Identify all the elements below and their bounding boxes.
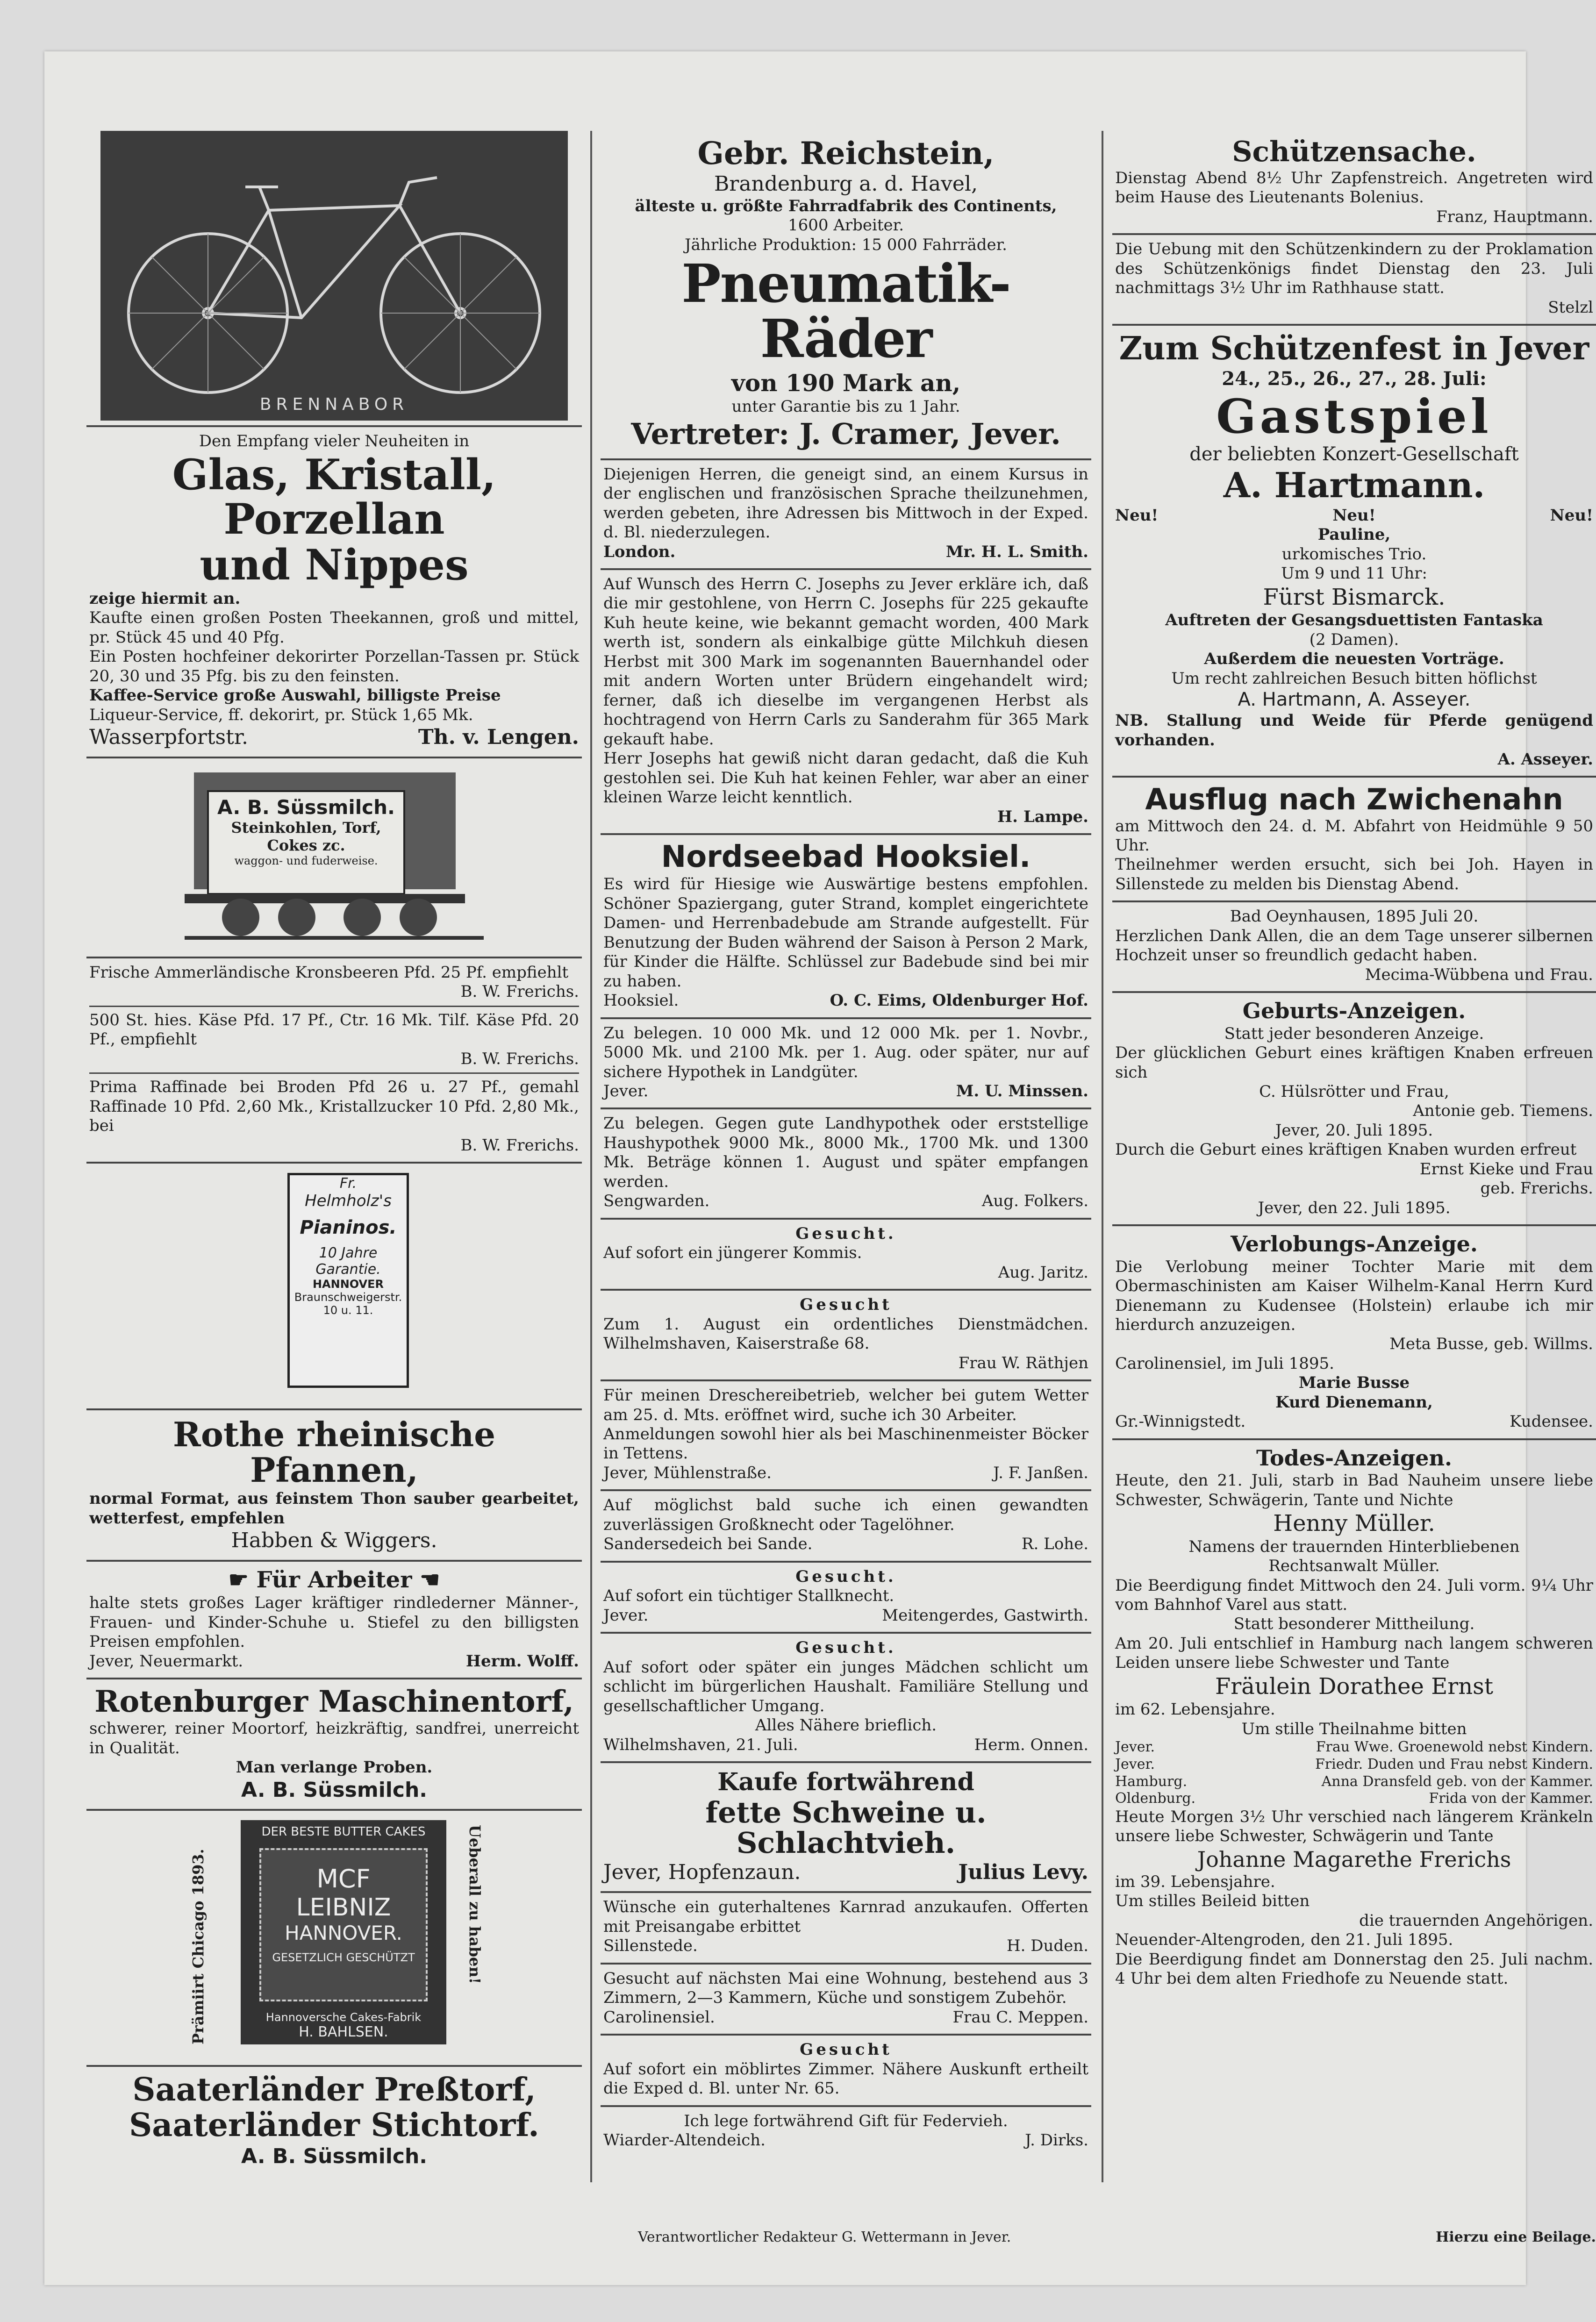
ad-headline: Pneumatik-Räder	[681, 253, 1010, 370]
ad-place: London.	[603, 542, 676, 561]
ad-headline: Saaterländer Stichtorf.	[129, 2106, 539, 2144]
ad-headline: Geburts-Anzeigen.	[1242, 998, 1466, 1024]
ad-text: Ein Posten hochfeiner dekorirter Porzellan-Tassen pr. Stück 20, 30 und 35 Pfg. bis zu den feinsten.	[89, 647, 579, 686]
ad-text: Statt besonderer Mittheilung.	[1233, 1615, 1475, 1634]
ad-text: Herzlichen Dank Allen, die an dem Tage unserer silbernen Hochzeit unser so freundlich gedacht haben.	[1115, 926, 1593, 965]
ad-signature: geb. Frerichs.	[1480, 1179, 1593, 1198]
lohe-ad	[601, 1491, 1091, 1562]
ad-text: älteste u. größte Fahrradfabrik des Continents,	[635, 196, 1057, 215]
piano-text: 10 Jahre	[319, 1245, 378, 1262]
ad-place: Kudensee.	[1510, 1412, 1593, 1431]
ad-name: Henny Müller.	[1273, 1510, 1435, 1537]
gesucht-ad-4	[601, 1634, 1091, 1763]
ad-text: Prima Raffinade bei Broden Pfd 26 u. 27 Pf., gemahl Raffinade 10 Pfd. 2,60 Mk., Kristallzucker 10 Pfd. 2,80 Mk., bei	[89, 1078, 579, 1136]
ad-text: zeige hiermit an.	[89, 589, 241, 608]
ad-text: Jever, den 22. Juli 1895.	[1258, 1198, 1451, 1217]
ad-text: Herr Josephs hat gewiß nicht daran gedacht, daß die Kuh gestohlen sei. Die Kuh hat keinen Fehler, war aber an einer kleinen Warze leicht kenntlich.	[603, 749, 1088, 807]
frerichs-ads	[86, 958, 582, 1164]
ad-headline: Verlobungs-Anzeige.	[1231, 1231, 1478, 1257]
ausflug-ad	[1112, 778, 1596, 902]
ad-signature: J. Dirks.	[1025, 2131, 1088, 2150]
ad-text: NB. Stallung und Weide für Pferde genügend vorhanden.	[1115, 711, 1593, 750]
ad-text: Der glücklichen Geburt eines kräftigen Knaben erfreuen sich	[1115, 1043, 1593, 1082]
ad-signature: Antonie geb. Tiemens.	[1413, 1101, 1593, 1121]
ad-text: Neu!	[1550, 506, 1593, 525]
ad-headline: Glas, Kristall, Porzellan	[172, 450, 496, 544]
piano-text: Garantie.	[315, 1261, 381, 1278]
ad-text: Auf sofort oder später ein junges Mädchen schlicht um schlicht im bürgerlichen Haushalt. Familiäre Stellung und gesellschaftlicher Umgang.	[603, 1658, 1088, 1715]
ad-headline: fette Schweine u. Schlachtvieh.	[705, 1795, 987, 1860]
wagon-text: waggon- und fuderweise.	[234, 854, 378, 867]
ad-headline: Gesucht.	[795, 1567, 896, 1586]
ad-text: Theilnehmer werden ersucht, sich bei Joh. Hayen in Sillenstede zu melden bis Dienstag Abend.	[1115, 855, 1593, 893]
ad-text: die trauernden Angehörigen.	[1359, 1911, 1593, 1930]
ad-signature: Frau W. Räthjen	[958, 1353, 1088, 1372]
geburt-ad	[1112, 993, 1596, 1226]
piano-text: Fr.	[339, 1175, 357, 1192]
ad-name: Fräulein Dorathee Ernst	[1215, 1673, 1494, 1700]
ad-text: Ich lege fortwährend Gift für Federvieh.	[684, 2111, 1008, 2130]
ad-text: Kaufte einen großen Posten Theekannen, groß und mittel, pr. Stück 45 und 40 Pfg.	[89, 608, 579, 647]
glas-ad	[86, 427, 582, 758]
ad-signature: Meitengerdes, Gastwirth.	[882, 1606, 1088, 1625]
ad-signature: O. C. Eims, Oldenburger Hof.	[830, 991, 1088, 1010]
ad-text: 24., 25., 26., 27., 28. Juli:	[1222, 367, 1487, 390]
ad-text: Außerdem die neuesten Vorträge.	[1204, 650, 1504, 669]
arbeiter-ad	[86, 1562, 582, 1679]
ad-text: Statt jeder besonderen Anzeige.	[1224, 1024, 1484, 1043]
reichstein-ad	[601, 131, 1091, 460]
saater-ad	[86, 2067, 582, 2175]
todes-ad	[1112, 1440, 1596, 1995]
ad-address: Wasserpfortstr.	[89, 725, 248, 750]
list-item: Hamburg. Anna Dransfeld geb. von der Kammer.	[1115, 1773, 1593, 1790]
ad-text: Liqueur-Service, ff. dekorirt, pr. Stück 1,65 Mk.	[89, 705, 473, 724]
ad-text: Es wird für Hiesige wie Auswärtige bestens empfohlen. Schöner Spaziergang, guter Strand, komplet eingerichtete Damen- und Herrenbadebude am Strande aufgestellt. Für Benutzung der Buden während der Saison à Person 2 Mark, für Kinder die Hälfte. Schlüssel zur Badebude sind bei mir zu haben.	[603, 875, 1088, 991]
pointing-hand-icon: ☚	[412, 1566, 440, 1593]
column-rule	[1102, 131, 1103, 2182]
gesucht-ad-5	[601, 2036, 1091, 2107]
ad-text: Auf sofort ein jüngerer Kommis.	[603, 1243, 862, 1263]
cakes-text: H. BAHLSEN.	[299, 2024, 388, 2041]
ad-signature: B. W. Frerichs.	[460, 1136, 579, 1155]
ad-text: Alles Nähere brieflich.	[755, 1716, 937, 1735]
ad-text: Neu!	[1115, 506, 1159, 525]
ad-text: Vertreter: J. Cramer, Jever.	[631, 417, 1061, 451]
column-3	[1112, 131, 1596, 2178]
column-2	[601, 131, 1091, 2178]
ad-text: Jährliche Produktion: 15 000 Fahrräder.	[685, 235, 1007, 254]
belegen-ad-1	[601, 1019, 1091, 1110]
duden-ad	[601, 1893, 1091, 1964]
lampe-ad	[601, 570, 1091, 835]
ad-text: Kaffee-Service große Auswahl, billigste Preise	[89, 686, 501, 705]
ad-text: 1600 Arbeiter.	[787, 216, 904, 235]
cakes-text: GESETZLICH GESCHÜTZT	[272, 1951, 415, 1965]
ad-signature: Aug. Folkers.	[981, 1192, 1088, 1211]
ad-signature: Julius Levy.	[958, 1860, 1088, 1884]
ad-text: Marie Busse	[1298, 1373, 1410, 1393]
ad-signature: H. Lampe.	[997, 807, 1088, 826]
ad-headline: A. Hartmann.	[1223, 465, 1485, 506]
ad-text: Für meinen Dreschereibetrieb, welcher bei gutem Wetter am 25. d. Mts. eröffnet wird, suche ich 30 Arbeiter.	[603, 1386, 1088, 1424]
ad-text: Um stilles Beileid bitten	[1115, 1892, 1310, 1911]
gesucht-ad-1	[601, 1220, 1091, 1291]
wagon-text: Cokes zc.	[267, 836, 345, 854]
ad-place: Hooksiel.	[603, 991, 679, 1010]
bicycle-ad	[86, 131, 582, 427]
ad-signature: A. B. Süssmilch.	[241, 2144, 427, 2169]
cakes-text: LEIBNIZ	[296, 1893, 391, 1922]
ad-place: Carolinensiel.	[603, 2008, 715, 2027]
ad-headline: Ausflug nach Zwichenahn	[1145, 782, 1563, 817]
ad-text: Bad Oeynhausen, 1895 Juli 20.	[1230, 907, 1479, 926]
dresch-ad	[601, 1381, 1091, 1491]
ad-signature: Habben & Wiggers.	[231, 1529, 437, 1553]
smith-ad	[601, 460, 1091, 570]
ad-text: Auf Wunsch des Herrn C. Josephs zu Jever erkläre ich, daß die mir gestohlene, von Herrn C. Josephs für 225 gekaufte Kuh heute keine, wie bekannt gemacht worden, 400 Mark werth ist, sondern als einkalbige gütte Milchkuh diesen Herbst mit 300 Mark im sogenannten Bauernhandel oder mit andern Worten unter Brüdern eingehandelt wird; ferner, daß ich dieselbe im vergangenen Herbst als hochtragend von Herrn Carls zu Sanderahm für 365 Mark gekauft habe.	[603, 575, 1088, 749]
ad-text: Heute, den 21. Juli, starb in Bad Nauheim unsere liebe Schwester, Schwägerin, Tante und Nichte	[1115, 1471, 1593, 1509]
ad-text: Die Beerdigung findet Mittwoch den 24. Juli vorm. 9¼ Uhr vom Bahnhof Varel aus statt.	[1115, 1576, 1593, 1614]
ad-headline: Rotenburger Maschinentorf,	[94, 1684, 574, 1720]
gesucht-ad-2	[601, 1291, 1091, 1381]
ad-text: Brandenburg a. d. Havel,	[714, 172, 978, 196]
ad-text: Am 20. Juli entschlief in Hamburg nach langem schweren Leiden unsere liebe Schwester und Tante	[1115, 1634, 1593, 1672]
torf-ad	[86, 1679, 582, 1811]
cakes-text: Hannoversche Cakes-Fabrik	[265, 2011, 422, 2024]
ad-headline: Zum Schützenfest in Jever	[1119, 330, 1589, 368]
cakes-side-text: Ueberall zu haben!	[466, 1825, 484, 1985]
list-item: Jever. Frau Wwe. Groenewold nebst Kindern.	[1115, 1739, 1593, 1756]
beilage-note: Hierzu eine Beilage.	[1436, 2229, 1596, 2245]
bicycle-image	[100, 131, 568, 421]
bicycle-brand: BRENNABOR	[259, 395, 409, 414]
ad-place: Sandersedeich bei Sande.	[603, 1535, 813, 1554]
ad-text: normal Format, aus feinstem Thon sauber gearbeitet, wetterfest, empfehlen	[89, 1489, 579, 1528]
verlobung-ad	[1112, 1226, 1596, 1440]
ad-text: im 39. Lebensjahre.	[1115, 1872, 1275, 1891]
pointing-hand-icon: ☛	[228, 1566, 257, 1593]
ad-headline: Schützensache.	[1232, 136, 1476, 168]
ad-headline: Gesucht.	[795, 1638, 896, 1658]
ad-place: Wiarder-Altendeich.	[603, 2131, 766, 2150]
ad-headline: Gesucht	[800, 1295, 892, 1315]
ad-signature: Mecima-Wübbena und Frau.	[1365, 965, 1593, 984]
schuetzenfest-ad	[1112, 326, 1596, 778]
ad-place: Jever.	[603, 1606, 649, 1625]
ad-text: unter Garantie bis zu 1 Jahr.	[731, 397, 960, 416]
ad-signature: Meta Busse, geb. Willms.	[1389, 1335, 1593, 1354]
editor-note: Verantwortlicher Redakteur G. Wettermann in Jever.	[638, 2229, 1011, 2245]
uebung-ad	[1112, 235, 1596, 326]
hooksiel-ad	[601, 835, 1091, 1019]
ad-signature: A. Asseyer.	[1497, 750, 1593, 769]
ad-text: Die Beerdigung findet am Donnerstag den 25. Juli nachm. 4 Uhr bei dem alten Friedhofe zu Neuende statt.	[1115, 1950, 1593, 1988]
ad-text: Um stille Theilnahme bitten	[1241, 1719, 1467, 1738]
ad-signature: Franz, Hauptmann.	[1436, 207, 1593, 226]
ad-text: Diejenigen Herren, die geneigt sind, an einem Kursus in der englischen und französischen Sprache theilzunehmen, werden gebeten, ihre Adressen bis Mittwoch in der Exped. d. Bl. niederzulegen.	[603, 464, 1088, 542]
ad-text: im 62. Lebensjahre.	[1115, 1700, 1275, 1719]
ad-signature: C. Hülsrötter und Frau,	[1259, 1082, 1449, 1101]
ad-place: Sengwarden.	[603, 1192, 710, 1211]
ad-headline: Gesucht.	[795, 1224, 896, 1243]
dirks-ad	[601, 2107, 1091, 2157]
gesucht-ad-3	[601, 1563, 1091, 1634]
ad-signature: Herm. Onnen.	[974, 1735, 1088, 1754]
levy-ad	[601, 1763, 1091, 1893]
ad-signature: Aug. Jaritz.	[998, 1263, 1088, 1282]
page-footer	[601, 2229, 1596, 2245]
ad-headline: Gastspiel	[1216, 389, 1492, 444]
piano-text: Braunschweigerstr.	[294, 1291, 402, 1304]
ad-text: (2 Damen).	[1309, 630, 1399, 649]
ad-signature: Th. v. Lengen.	[418, 725, 579, 750]
ad-headline: Gesucht	[800, 2040, 892, 2059]
ad-text: am Mittwoch den 24. d. M. Abfahrt von Heidmühle 9 50 Uhr.	[1115, 816, 1593, 855]
ad-headline: Todes-Anzeigen.	[1256, 1445, 1452, 1471]
ad-headline: Rothe rheinische Pfannen,	[172, 1415, 495, 1490]
wagon-text: Steinkohlen, Torf,	[231, 818, 381, 836]
ad-text: Jever, 20. Juli 1895.	[1275, 1121, 1433, 1140]
ad-text: Frische Ammerländische Kronsbeeren Pfd. 25 Pf. empfiehlt	[89, 963, 569, 982]
ad-text: Zu belegen. 10 000 Mk. und 12 000 Mk. per 1. Novbr., 5000 Mk. und 2100 Mk. per 1. Aug. oder später, nur auf sichere Hypothek in Landgüter.	[603, 1023, 1088, 1081]
cakes-text: DER BESTE BUTTER CAKES	[261, 1825, 426, 1839]
ad-headline: Kaufe fortwährend	[717, 1768, 974, 1797]
ad-place: Jever.	[603, 1081, 649, 1100]
ad-headline: Saaterländer Preßtorf,	[132, 2071, 536, 2109]
ad-signature: A. B. Süssmilch.	[241, 1778, 427, 1802]
ad-text: Neu!	[1332, 506, 1376, 525]
ad-text: Um recht zahlreichen Besuch bitten höflichst	[1171, 669, 1537, 688]
ad-text: Zu belegen. Gegen gute Landhypothek oder erststellige Haushypothek 9000 Mk., 8000 Mk., 1700 Mk. und 1300 Mk. Beträge können 1. August und später empfangen werden.	[603, 1114, 1088, 1191]
dank-ad	[1112, 902, 1596, 993]
ad-text: Dienstag Abend 8½ Uhr Zapfenstreich. Angetreten wird beim Hause des Lieutenants Bolenius.	[1115, 169, 1593, 207]
cakes-text: HANNOVER.	[285, 1922, 402, 1945]
mourner-list	[1115, 1739, 1593, 1807]
ad-text: Auf sofort ein tüchtiger Stallknecht.	[603, 1586, 895, 1606]
cakes-ad	[86, 1811, 582, 2067]
ad-text: Die Uebung mit den Schützenkindern zu der Proklamation des Schützenkönigs findet Dienstag den 23. Juli nachmittags 3½ Uhr im Rathhause statt.	[1115, 240, 1593, 298]
column-1	[86, 131, 582, 2178]
meppen-ad	[601, 1965, 1091, 2036]
ad-text: Auf möglichst bald suche ich einen gewandten zuverlässigen Großknecht oder Tagelöhner.	[603, 1496, 1088, 1534]
ad-address: Jever, Neuermarkt.	[89, 1651, 243, 1671]
ad-signature: H. Duden.	[1006, 1936, 1088, 1956]
ad-signature: A. Hartmann, A. Asseyer.	[1238, 689, 1471, 711]
piano-text: Helmholz's	[305, 1192, 392, 1211]
ad-signature: B. W. Frerichs.	[460, 1049, 579, 1068]
coal-wagon-ad	[86, 758, 582, 958]
ad-text: Auf sofort ein möblirtes Zimmer. Nähere Auskunft ertheilt die Exped d. Bl. unter Nr. 65.	[603, 2059, 1088, 2098]
ad-text: Fürst Bismarck.	[1263, 584, 1446, 610]
ad-signature: Mr. H. L. Smith.	[945, 542, 1088, 561]
ad-headline: Nordseebad Hooksiel.	[661, 840, 1031, 875]
bicycle-icon	[100, 131, 568, 421]
ad-text: Pauline,	[1317, 525, 1391, 544]
ad-signature: M. U. Minssen.	[956, 1081, 1088, 1100]
ad-text: Rechtsanwalt Müller.	[1268, 1557, 1440, 1576]
ad-signature: R. Lohe.	[1021, 1535, 1088, 1554]
ad-headline: Gebr. Reichstein,	[697, 135, 995, 171]
ad-signature: J. F. Janßen.	[993, 1463, 1088, 1482]
ad-headline: Für Arbeiter	[256, 1566, 412, 1593]
ad-headline: und Nippes	[200, 540, 469, 590]
ad-text: Carolinensiel, im Juli 1895.	[1115, 1354, 1334, 1373]
ad-text: urkomisches Trio.	[1281, 544, 1427, 564]
ad-signature: Herm. Wolff.	[465, 1651, 579, 1671]
ad-text: Gesucht auf nächsten Mai eine Wohnung, bestehend aus 3 Zimmern, 2—3 Kammern, Küche und sonstigem Zubehör.	[603, 1969, 1088, 2008]
ad-place: Gr.-Winnigstedt.	[1115, 1412, 1246, 1431]
ad-signature: B. W. Frerichs.	[460, 982, 579, 1001]
ad-place: Jever, Hopfenzaun.	[603, 1860, 801, 1884]
piano-text: 10 u. 11.	[323, 1304, 373, 1317]
ad-signature: Frau C. Meppen.	[952, 2008, 1088, 2027]
ad-text: Man verlange Proben.	[236, 1758, 433, 1777]
ad-text: schwerer, reiner Moortorf, heizkräftig, sandfrei, unerreicht in Qualität.	[89, 1719, 579, 1758]
piano-text: Pianinos.	[300, 1217, 397, 1239]
column-rule	[590, 131, 592, 2182]
list-item: Jever. Friedr. Duden und Frau nebst Kindern.	[1115, 1756, 1593, 1772]
ad-text: Anmeldungen sowohl hier als bei Maschinenmeister Böcker in Tettens.	[603, 1425, 1088, 1463]
ad-text: Um 9 und 11 Uhr:	[1281, 564, 1427, 583]
ad-text: Zum 1. August ein ordentliches Dienstmädchen. Wilhelmshaven, Kaiserstraße 68.	[603, 1315, 1088, 1353]
ad-text: Heute Morgen 3½ Uhr verschied nach längerem Kränkeln unsere liebe Schwester, Schwägerin und Tante	[1115, 1807, 1593, 1846]
schuetzen-ad	[1112, 131, 1596, 235]
cakes-side-text: Prämiirt Chicago 1893.	[189, 1849, 207, 2045]
ad-text: Wünsche ein guterhaltenes Karnrad anzukaufen. Offerten mit Preisangabe erbittet	[603, 1898, 1088, 1936]
ad-text: von 190 Mark an,	[731, 369, 961, 397]
wagon-name: A. B. Süssmilch.	[217, 795, 395, 819]
ad-signature: Ernst Kieke und Frau	[1419, 1159, 1593, 1179]
ad-signature: Stelzl	[1548, 298, 1593, 317]
ad-text: der beliebten Konzert-Gesellschaft	[1189, 443, 1519, 465]
pfannen-ad	[86, 1410, 582, 1562]
piano-text: HANNOVER	[312, 1278, 384, 1291]
piano-ad	[86, 1164, 582, 1410]
cakes-text: MCF	[316, 1864, 371, 1894]
belegen-ad-2	[601, 1109, 1091, 1219]
ad-place: Sillenstede.	[603, 1936, 698, 1956]
newspaper-page	[44, 51, 1596, 2285]
ad-text: Den Empfang vieler Neuheiten in	[199, 432, 470, 450]
ad-text: Auftreten der Gesangsduettisten Fantaska	[1165, 611, 1543, 630]
list-item: Oldenburg. Frida von der Kammer.	[1115, 1790, 1593, 1807]
ad-text: Die Verlobung meiner Tochter Marie mit dem Obermaschinisten am Kaiser Wilhelm-Kanal Herrn Kurd Dienemann zu Kudensee (Holstein) erlaube ich mir hierdurch anzuzeigen.	[1115, 1257, 1593, 1334]
ad-place: Wilhelmshaven, 21. Juli.	[603, 1735, 798, 1754]
ad-text: halte stets großes Lager kräftiger rindlederner Männer-, Frauen- und Kinder-Schuhe u. Stiefel zu den billigsten Preisen empfohlen.	[89, 1593, 579, 1651]
ad-text: Kurd Dienemann,	[1275, 1393, 1433, 1412]
ad-name: Johanne Magarethe Frerichs	[1197, 1846, 1511, 1872]
ad-text: Durch die Geburt eines kräftigen Knaben wurden erfreut	[1115, 1140, 1577, 1159]
ad-place: Jever, Mühlenstraße.	[603, 1463, 772, 1482]
ad-text: 500 St. hies. Käse Pfd. 17 Pf., Ctr. 16 Mk. Tilf. Käse Pfd. 20 Pf., empfiehlt	[89, 1010, 579, 1049]
ad-text: Namens der trauernden Hinterbliebenen	[1188, 1537, 1520, 1556]
ad-text: Neuender-Altengroden, den 21. Juli 1895.	[1115, 1930, 1453, 1950]
